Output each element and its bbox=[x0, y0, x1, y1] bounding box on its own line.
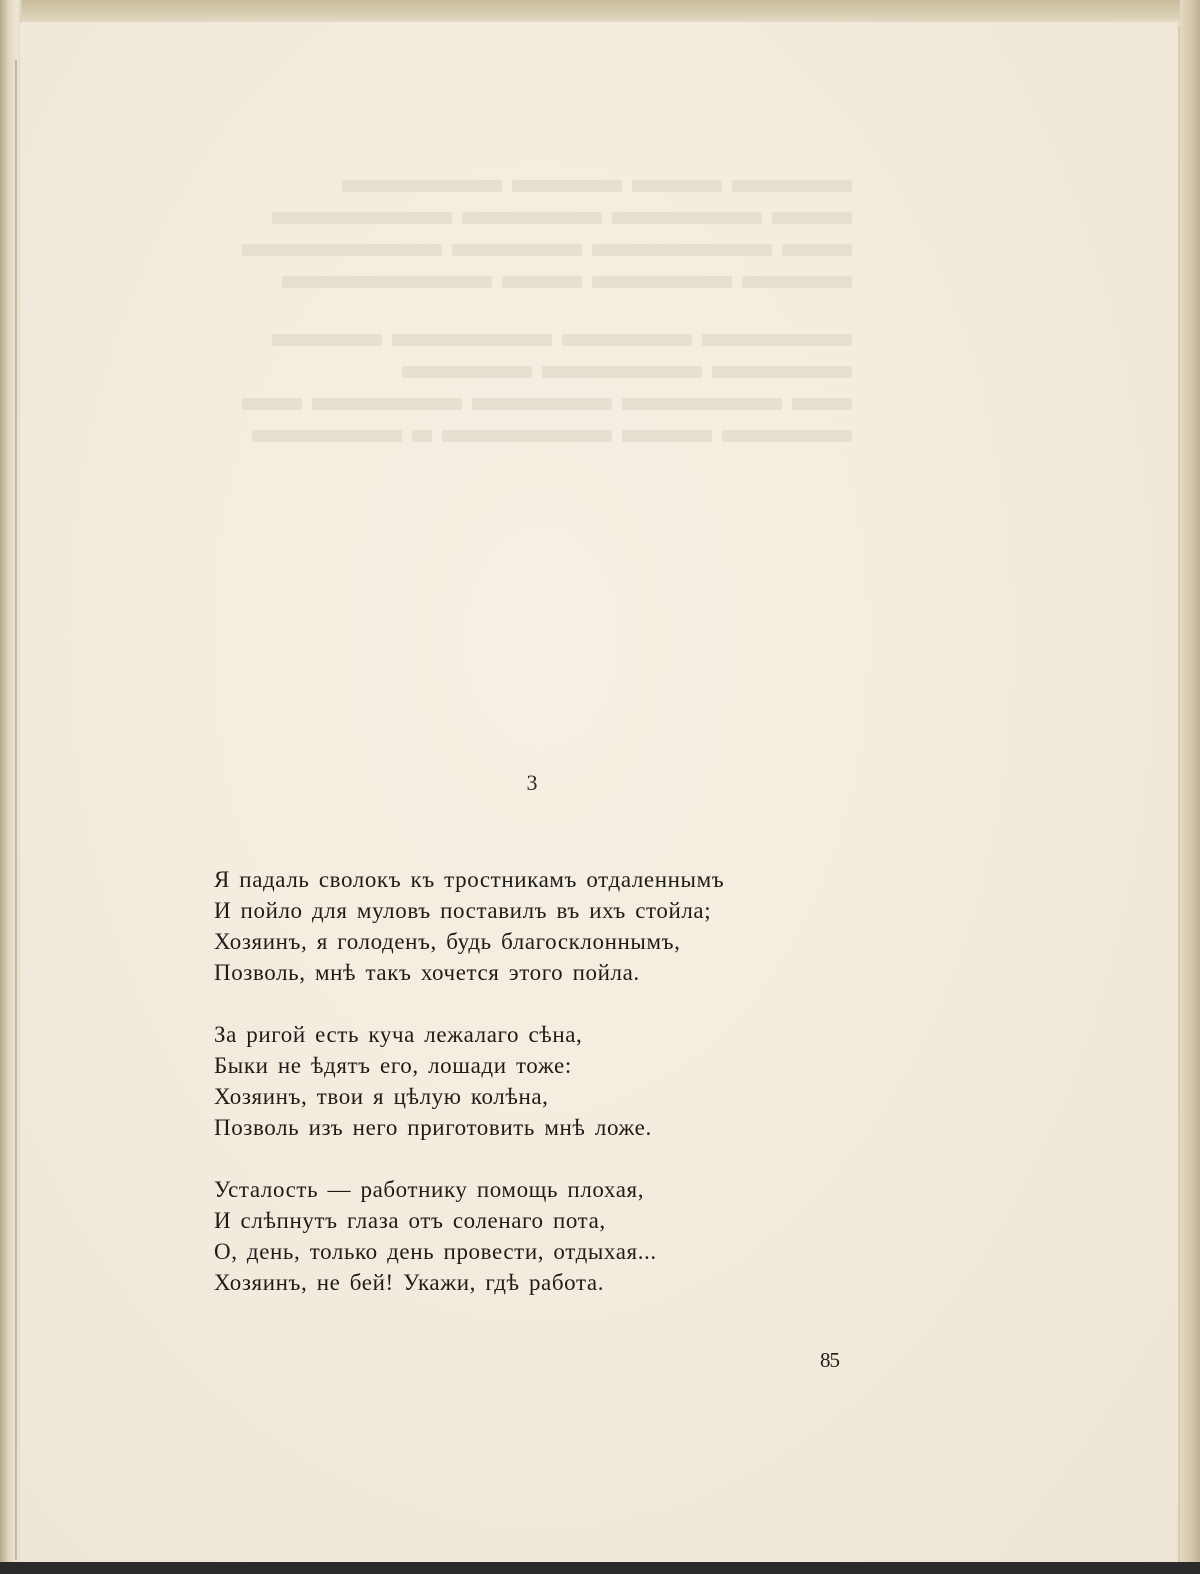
verse-line: Усталость — работнику помощь плохая, bbox=[214, 1177, 645, 1202]
section-number: 3 bbox=[526, 770, 538, 795]
verse-line: Хозяинъ, я голоденъ, будь благосклоннымъ, bbox=[214, 929, 681, 954]
stanza-3 bbox=[214, 1174, 874, 1298]
stanza-2 bbox=[214, 1019, 874, 1143]
verse-line: Хозяинъ, твои я цѣлую колѣна, bbox=[214, 1084, 549, 1109]
verse-line: Хозяинъ, не бей! Укажи, гдѣ работа. bbox=[214, 1270, 605, 1295]
verse-line: И пойло для муловъ поставилъ въ ихъ стойла; bbox=[214, 898, 712, 923]
verse-line: Я падаль сволокъ къ тростникамъ отдаленнымъ bbox=[214, 867, 725, 892]
scan-bottom-edge bbox=[0, 1562, 1200, 1574]
verse-line: И слѣпнутъ глаза отъ соленаго пота, bbox=[214, 1208, 606, 1233]
verse-line: Быки не ѣдятъ его, лошади тоже: bbox=[214, 1053, 572, 1078]
verse-line: О, день, только день провести, отдыхая... bbox=[214, 1239, 657, 1264]
show-through-text bbox=[230, 168, 852, 450]
book-gutter bbox=[0, 0, 22, 1574]
verse-line: Позволь изъ него приготовить мнѣ ложе. bbox=[214, 1115, 652, 1140]
verse-line: Позволь, мнѣ такъ хочется этого пойла. bbox=[214, 960, 640, 985]
page-right-edge bbox=[1180, 0, 1200, 1574]
stanza-1 bbox=[214, 864, 874, 988]
poem bbox=[214, 864, 874, 1329]
verse-line: За ригой есть куча лежалаго сѣна, bbox=[214, 1022, 583, 1047]
page-number: 85 bbox=[820, 1348, 839, 1372]
gutter-shadow bbox=[15, 60, 17, 1560]
